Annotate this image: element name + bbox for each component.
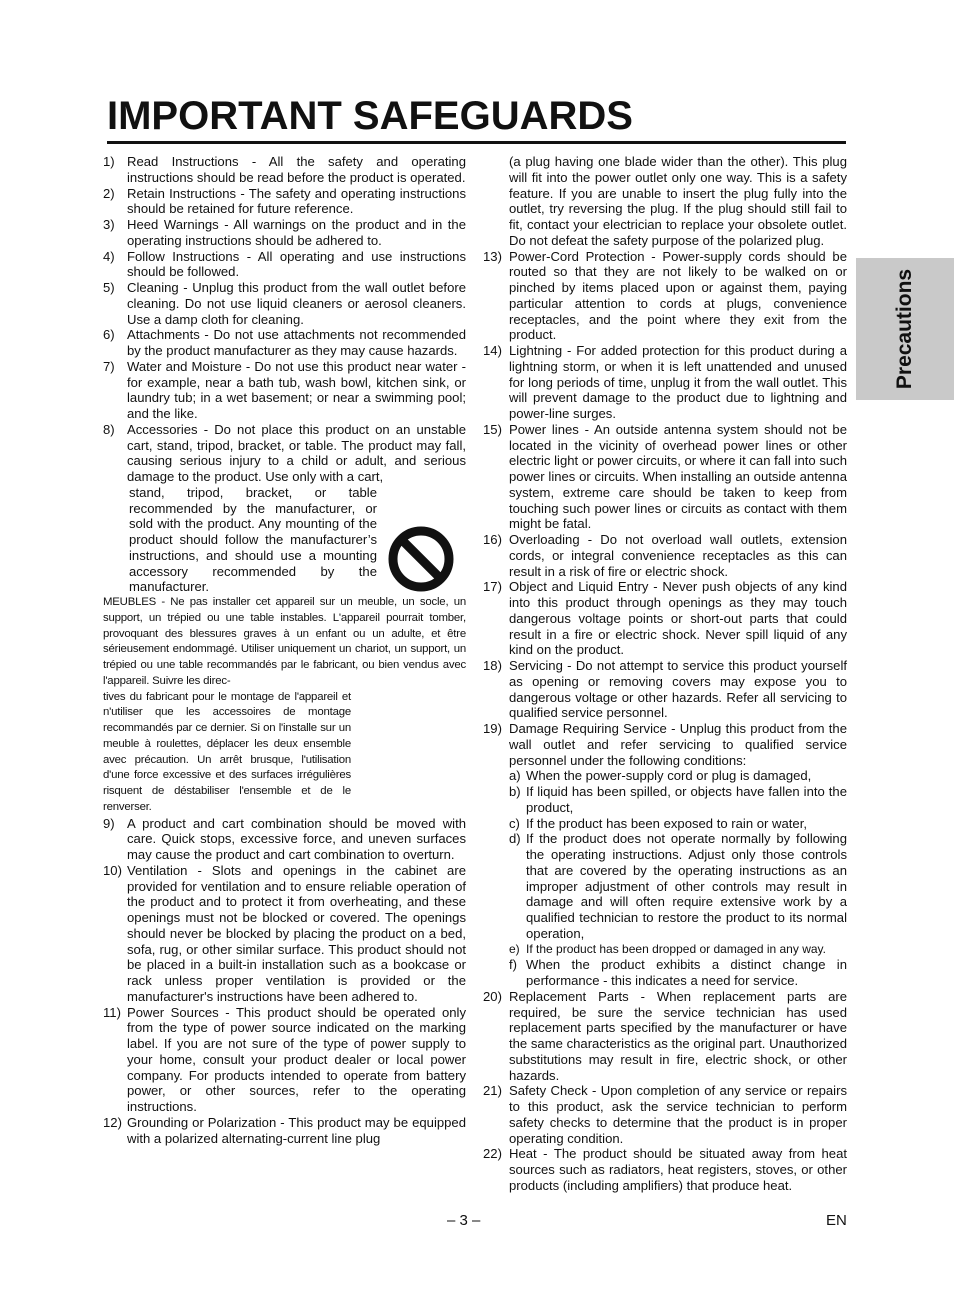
condition-letter: a) [509,768,521,784]
right-column [483,154,847,1194]
condition-text: When the power-supply cord or plug is damaged, [526,768,812,784]
item-text: Safety Check - Upon completion of any service or repairs to this product, ask the service technician to perform safety checks to determine that the product is in proper operating condition. [509,1083,847,1146]
page-number: – 3 – [447,1212,481,1229]
item-number: 2) [103,185,115,201]
safeguard-item [103,863,466,1005]
item-number: 4) [103,248,115,264]
item-text: A product and cart combination should be moved with care. Quick stops, excessive force, and uneven surfaces may cause the product and cart combination to overturn. [127,815,466,862]
condition-text: When the product exhibits a distinct change in performance - this indicates a need for service. [526,957,847,988]
item-number: 8) [103,421,115,437]
item-text: Cleaning - Unplug this product from the wall outlet before cleaning. Do not use liquid cleaners or aerosol cleaners. Use a damp cloth for cleaning. [127,280,466,327]
safeguard-item [483,658,847,721]
item-text: Retain Instructions - The safety and operating instructions should be retained for future reference. [127,185,466,217]
item-number: 12) [103,1114,122,1130]
safeguard-item [103,249,466,281]
item-text: Overloading - Do not overload wall outlets, extension cords, or integral convenience receptacles as this can result in a risk of fire or electric shock. [509,532,847,579]
item-number: 9) [103,815,115,831]
condition-item [483,768,847,784]
item-text: Grounding or Polarization - This product may be equipped with a polarized alternating-current line plug [127,1114,466,1146]
french-warning-wide: MEUBLES - Ne pas installer cet appareil sur un meuble, un socle, un support, un trépied ou une table instables. L'appareil pourrait tomber, provoquant des blessures graves à un enfant ou un adulte, et être sérieusement endommagé. Utiliser uniquement un chariot, un support, un trépied ou une table recommandés par le fabricant, ou bien vendus avec l'appareil. Suivre les direc- [103,596,466,687]
section-tab-precautions [856,258,954,400]
safeguard-item [483,1083,847,1146]
item-text: Water and Moisture - Do not use this product near water - for example, near a bath tub, wash bowl, kitchen sink, or laundry tub; in a wet basement; or near a swimming pool; and the like. [127,358,466,421]
left-list [103,154,466,485]
safeguard-item [103,154,466,186]
item-number: 16) [483,532,502,547]
item-number: 22) [483,1146,502,1162]
safeguard-item [483,989,847,1084]
item-number: 15) [483,421,502,437]
safeguard-item [483,1146,847,1193]
safeguard-item [103,1115,466,1147]
safeguard-item [483,721,847,768]
safeguard-item [483,249,847,344]
safeguard-item [483,579,847,658]
item-number: 13) [483,248,502,264]
right-list [483,249,847,769]
service-conditions-list [483,768,847,989]
item-number: 14) [483,343,502,358]
section-tab-label: Precautions [893,268,916,390]
item-text: Ventilation - Slots and openings in the cabinet are provided for ventilation and to ensure reliable operation of the product and to protect it from overheating, and these openings must not be blocked or covered. The openings should never be blocked by placing the product on a bed, sofa, rug, or other similar surface. This product should not be placed in a built-in installation such as a bookcase or rack unless proper ventilation is provided or the manufacturer's instructions have been adhered to. [127,862,466,1004]
right-list-continued [483,989,847,1194]
item-number: 5) [103,280,115,295]
prohibition-icon [387,525,455,593]
item-text: Lightning - For added protection for this product during a lightning storm, or when it is left unattended and unused for long periods of time, unplug it from the wall outlet. This will prevent damage to the product due to lightning and power-line surges. [509,343,847,421]
item-number: 20) [483,988,502,1004]
condition-letter: d) [509,831,521,847]
item-text: Read Instructions - All the safety and operating instructions should be read before the product is operated. [127,154,466,185]
item-number: 21) [483,1083,502,1099]
item-text: Accessories - Do not place this product on an unstable cart, stand, tripod, bracket, or table. The product may fall, causing serious injury to a child or adult, and serious damage to the product. Use only with a cart, [127,421,466,484]
item-text: Heat - The product should be situated away from heat sources such as radiators, heat registers, stoves, or other products (including amplifiers) that produce heat. [509,1146,847,1193]
item-text: Servicing - Do not attempt to service this product yourself as opening or removing covers may expose you to dangerous voltage or other hazards. Refer all servicing to qualified service personnel. [509,658,847,721]
item-number: 7) [103,358,115,374]
item-number: 19) [483,721,502,736]
french-warning-narrow: tives du fabricant pour le montage de l'appareil et n'utiliser que les accessoires de montage recommandés par ce dernier. Si on l'installe sur un meuble à roulettes, déplacer les deux ensemble avec précaution. Un arrêt brusque, l'utilisation d'une force excessive et des surfaces irrégulières risquent de déstabiliser l'ensemble et de le renverser. [103,690,351,813]
item-number: 10) [103,862,122,878]
item-text: Follow Instructions - All operating and use instructions should be followed. [127,248,466,280]
safeguard-item [483,343,847,422]
condition-text: If the product does not operate normally by following the operating instructions. Adjust only those controls that are covered by the operating instructions as an improper adjustment of other controls may result in damage and will often require extensive work by a qualified technician to restore the product to its normal operation, [526,831,847,941]
safeguard-item [483,532,847,579]
condition-text: If the product has been dropped or damaged in any way. [526,941,826,956]
condition-letter: b) [509,784,521,799]
condition-item [483,942,847,958]
condition-letter: c) [509,815,520,831]
item-text: Damage Requiring Service - Unplug this product from the wall outlet and refer servicing to qualified service personnel under the following conditions: [509,721,847,768]
safeguard-item [103,359,466,422]
left-list-continued [103,816,466,1147]
safeguard-item [103,1005,466,1115]
language-code: EN [826,1212,847,1229]
safeguard-item [103,217,466,249]
left-column [103,154,466,1146]
title-rule [107,141,846,144]
item-number: 3) [103,217,115,232]
condition-text: If liquid has been spilled, or objects have fallen into the product, [526,784,847,815]
condition-item [483,957,847,989]
item-text: Power lines - An outside antenna system should not be located in the vicinity of overhead power lines or other electric light or power circuits, or where it can fall into such power lines or circuits. When installing an outside antenna system, extreme care should be taken to keep from touching such power lines or circuits as contact with them might be fatal. [509,421,847,532]
condition-text: If the product has been exposed to rain or water, [526,815,807,831]
condition-item [483,831,847,941]
item-text: Attachments - Do not use attachments not recommended by the product manufacturer as they may cause hazards. [127,327,466,358]
item-text: Power Sources - This product should be operated only from the type of power source indicated on the marking label. If you are not sure of the type of power supply to your home, consult your product dealer or local power company. For products intended to operate from battery power, or other sources, refer to the operating instructions. [127,1004,466,1114]
safeguard-item [103,327,466,359]
item-8-continuation: stand, tripod, bracket, or table recommended by the manufacturer, or sold with the product. Any mounting of the product should follow the manufacturer’s instructions, and should use a mounting accessory recommended by the manufacturer. [129,484,377,595]
condition-letter: e) [509,941,520,956]
item-number: 6) [103,327,115,343]
condition-item [483,784,847,816]
item-number: 17) [483,579,502,595]
item-text: Power-Cord Protection - Power-supply cords should be routed so that they are not likely to be walked on or pinched by items placed upon or against them, paying particular attention to cords at plugs, convenience receptacles, and the point where they exit from the product. [509,248,847,343]
safeguard-item [103,816,466,863]
condition-item [483,816,847,832]
condition-letter: f) [509,957,517,973]
item-text: Replacement Parts - When replacement parts are required, be sure the service technician has used replacement parts specified by the manufacturer or have the same characteristics as the original part. Unauthorized substitutions may result in fire, electric shock, or other hazards. [509,988,847,1083]
item-number: 1) [103,154,115,169]
item-text: Object and Liquid Entry - Never push objects of any kind into this product through openings as they may touch dangerous voltage points or short-out parts that could result in a fire or electric shock. Never spill liquid of any kind on the product. [509,579,847,658]
safeguard-item [483,422,847,532]
item-12-continuation: (a plug having one blade wider than the other). This plug will fit into the power outlet only one way. This is a safety feature. If you are unable to insert the plug fully into the outlet, try reversing the plug. If the plug should still fail to fit, contact your electrician to replace your obsolete outlet. Do not defeat the safety purpose of the polarized plug. [509,154,847,248]
safeguard-item [103,186,466,218]
safeguard-item [103,422,466,485]
page-title: IMPORTANT SAFEGUARDS [107,94,633,138]
item-number: 18) [483,658,502,673]
french-warning [103,595,466,816]
item-text: Heed Warnings - All warnings on the product and in the operating instructions should be adhered to. [127,217,466,248]
safeguard-item [103,280,466,327]
item-number: 11) [103,1004,121,1020]
